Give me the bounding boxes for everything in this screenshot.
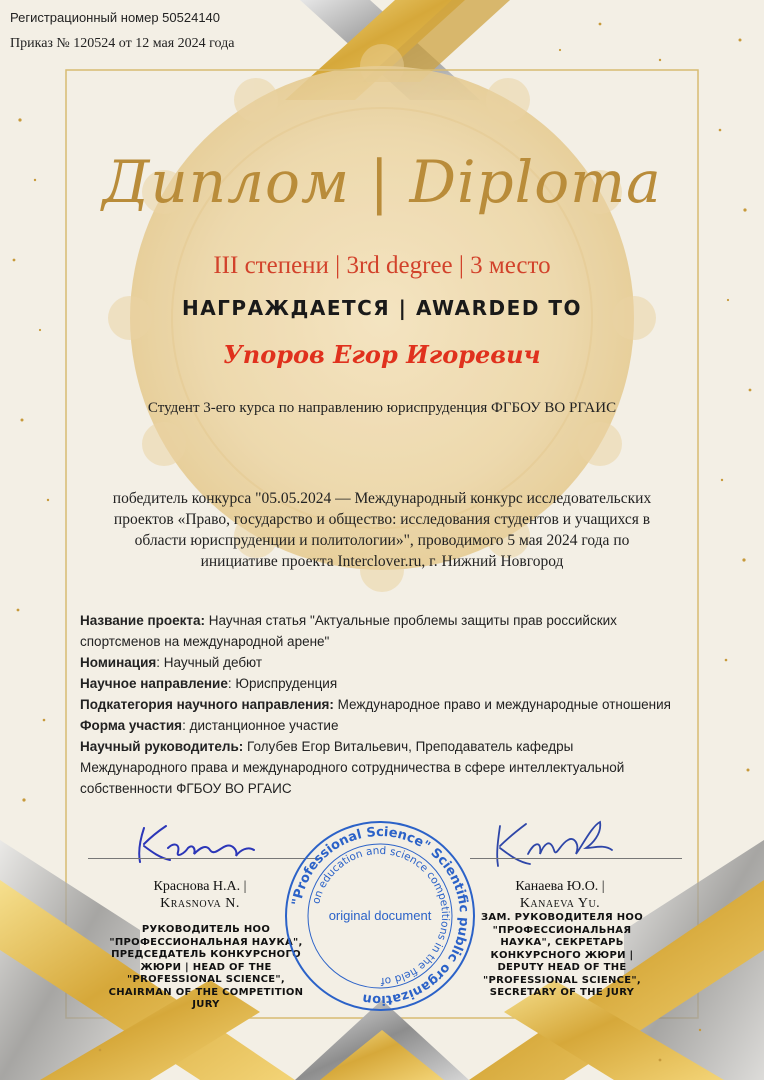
awarded-to-heading: НАГРАЖДАЕТСЯ | AWARDED TO — [181, 296, 583, 320]
seal-inner-text: on education and science competitions in the field of — [310, 844, 452, 988]
right-signatory-name — [460, 878, 660, 912]
right-signatory-role: ЗАМ. РУКОВОДИТЕЛЯ НОО "ПРОФЕССИОНАЛЬНАЯ НАУКА", СЕКРЕТАРЬ КОНКУРСНОГО ЖЮРИ | DEPUTY HEAD OF THE "PROFESSIONAL SCIENCE", SECRETARY OF THE JURY — [481, 912, 643, 998]
seal-outer-text: "Professional Science" Scientific public organization — [289, 824, 472, 1008]
left-handwritten-signature — [130, 818, 260, 868]
detail-label: Номинация — [80, 655, 157, 670]
left-name-en: Krasnova N. — [160, 896, 240, 911]
detail-value: Голубев Егор Витальевич, Преподаватель кафедры Международного права и международного сотрудничества в сфере интеллектуальной собственности ФГБОУ ВО РГАИС — [80, 739, 625, 796]
detail-label: Название проекта: — [80, 613, 206, 628]
order-number: Приказ № 120524 от 12 мая 2024 года — [10, 36, 235, 51]
right-signature-line — [470, 858, 682, 859]
degree-text: III степени | 3rd degree | 3 место — [213, 252, 551, 279]
winner-description: победитель конкурса "05.05.2024 — Международный конкурс исследовательских проектов «Право, государство и общество: исследования студентов и учащихся в области юриспруденции и политологии»", проводимого 5 мая 2024 года по инициативе проекта Interclover.ru, г. Нижний Новгород — [112, 490, 652, 570]
detail-value: Международное право и международные отношения — [333, 697, 671, 712]
registration-number: Регистрационный номер 50524140 — [10, 10, 221, 25]
detail-label: Научное направление — [80, 676, 228, 691]
detail-label: Форма участия — [80, 718, 183, 733]
organization-seal — [282, 818, 478, 1014]
student-info: Студент 3-его курса по направлению юриспруденция ФГБОУ ВО РГАИС — [147, 400, 617, 416]
detail-label: Научный руководитель: — [80, 739, 244, 754]
seal-center-text: original document — [328, 908, 432, 923]
left-name-ru: Краснова Н.А. | — [153, 879, 247, 894]
recipient-name: Упоров Егор Игоревич — [223, 340, 541, 369]
detail-scientific-field — [80, 673, 680, 694]
detail-value: : дистанционное участие — [182, 718, 339, 733]
detail-project-title — [80, 610, 680, 652]
detail-nomination — [80, 652, 680, 673]
detail-participation-form — [80, 715, 680, 736]
right-handwritten-signature — [488, 814, 618, 874]
detail-supervisor — [80, 736, 680, 799]
detail-value: : Юриспруденция — [227, 676, 338, 691]
detail-value: Научная статья "Актуальные проблемы защиты прав российских спортсменов на международной арене" — [80, 613, 617, 649]
detail-subcategory — [80, 694, 680, 715]
detail-value: : Научный дебют — [156, 655, 263, 670]
diploma-title: Диплом | Diploma — [102, 148, 662, 216]
left-signatory-role: РУКОВОДИТЕЛЬ НОО "ПРОФЕССИОНАЛЬНАЯ НАУКА", ПРЕДСЕДАТЕЛЬ КОНКУРСНОГО ЖЮРИ | HEAD OF THE "PROFESSIONAL SCIENCE", CHAIRMAN OF THE COMPETITION JURY — [108, 924, 304, 1010]
detail-label: Подкатегория научного направления: — [80, 697, 334, 712]
right-name-en: Kanaeva Yu. — [519, 896, 601, 911]
left-signatory-name — [100, 878, 300, 912]
project-details — [80, 610, 680, 799]
right-name-ru: Канаева Ю.О. | — [515, 879, 605, 894]
